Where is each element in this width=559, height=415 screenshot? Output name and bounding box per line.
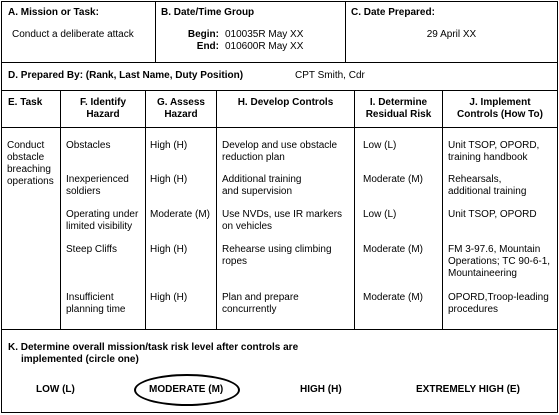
mission-value: Conduct a deliberate attack — [12, 29, 134, 40]
row-5-hazard-l2: planning time — [66, 304, 126, 315]
begin-label: Begin: — [187, 29, 219, 40]
col-divider-h-i — [354, 90, 355, 329]
row-1-controls-l2: reduction plan — [222, 152, 285, 163]
date-prepared-value: 29 April XX — [426, 29, 477, 40]
mission-label: A. Mission or Task: — [8, 7, 99, 18]
row-2-hazard-l1: Inexperienced — [66, 174, 129, 185]
column-header-implement-l1: J. Implement — [469, 97, 531, 108]
begin-value: 010035R May XX — [225, 29, 304, 40]
date-time-group-label: B. Date/Time Group — [161, 7, 255, 18]
row-3-controls-l1: Use NVDs, use IR markers — [222, 209, 343, 220]
task-line-1: Conduct — [7, 140, 45, 151]
overall-risk-label-l1: K. Determine overall mission/task risk level after controls are — [8, 342, 299, 353]
column-header-task: E. Task — [8, 97, 43, 108]
divider-table-k — [2, 329, 557, 330]
row-4-assess: High (H) — [150, 244, 188, 255]
prepared-by-label: D. Prepared By: (Rank, Last Name, Duty Position) — [8, 70, 244, 81]
row-2-controls-l2: and supervision — [222, 186, 293, 197]
overall-risk-label-l2: implemented (circle one) — [21, 354, 139, 365]
date-prepared-label: C. Date Prepared: — [351, 7, 435, 18]
row-2-hazard-l2: soldiers — [66, 186, 101, 197]
row-3-controls-l2: on vehicles — [222, 221, 273, 232]
row-1-implement-l1: Unit TSOP, OPORD, — [448, 140, 540, 151]
col-divider-f-g — [145, 90, 146, 329]
risk-option-extremely-high[interactable]: EXTREMELY HIGH (E) — [416, 384, 520, 395]
divider-top-d — [2, 62, 557, 63]
row-1-residual: Low (L) — [363, 140, 397, 151]
risk-option-moderate[interactable]: MODERATE (M) — [149, 384, 224, 395]
column-header-residual-l2: Residual Risk — [365, 109, 432, 120]
row-4-implement-l1: FM 3-97.6, Mountain — [448, 244, 541, 255]
row-2-implement-l1: Rehearsals, — [448, 174, 502, 185]
column-header-assess-l1: G. Assess — [157, 97, 205, 108]
row-4-controls-l1: Rehearse using climbing — [222, 244, 332, 255]
column-header-residual-l1: I. Determine — [369, 97, 428, 108]
task-line-4: operations — [7, 176, 54, 187]
row-3-residual: Low (L) — [363, 209, 397, 220]
row-4-implement-l3: Mountaineering — [448, 268, 517, 279]
row-5-implement-l2: procedures — [448, 304, 499, 315]
end-value: 010600R May XX — [225, 41, 304, 52]
row-4-residual: Moderate (M) — [363, 244, 424, 255]
row-1-implement-l2: training handbook — [448, 152, 528, 163]
row-2-implement-l2: additional training — [448, 186, 527, 197]
row-3-hazard-l2: limited visibility — [66, 221, 133, 232]
row-2-assess: High (H) — [150, 174, 188, 185]
column-header-controls: H. Develop Controls — [237, 97, 334, 108]
row-3-implement-l1: Unit TSOP, OPORD — [448, 209, 537, 220]
divider-d-columns — [2, 90, 557, 91]
row-2-residual: Moderate (M) — [363, 174, 424, 185]
row-3-assess: Moderate (M) — [150, 209, 211, 220]
row-5-assess: High (H) — [150, 292, 188, 303]
end-label: End: — [196, 41, 219, 52]
column-header-hazard-l1: F. Identify — [79, 97, 127, 108]
column-header-implement-l2: Controls (How To) — [457, 109, 543, 120]
row-3-hazard-l1: Operating under — [66, 209, 139, 220]
task-line-3: breaching — [7, 164, 51, 175]
column-header-hazard-l2: Hazard — [86, 109, 120, 120]
divider-header-body — [2, 127, 557, 128]
row-5-residual: Moderate (M) — [363, 292, 424, 303]
task-line-2: obstacle — [7, 152, 45, 163]
row-1-assess: High (H) — [150, 140, 188, 151]
risk-option-high[interactable]: HIGH (H) — [300, 384, 342, 395]
row-2-controls-l1: Additional training — [222, 174, 302, 185]
column-header-assess-l2: Hazard — [164, 109, 198, 120]
row-4-implement-l2: Operations; TC 90-6-1, — [448, 256, 551, 267]
row-5-implement-l1: OPORD,Troop-leading — [448, 292, 549, 303]
row-4-hazard: Steep Cliffs — [66, 244, 117, 255]
row-1-controls-l1: Develop and use obstacle — [222, 140, 338, 151]
prepared-by-value: CPT Smith, Cdr — [295, 70, 365, 81]
row-5-hazard-l1: Insufficient — [66, 292, 114, 303]
divider-a-b — [155, 2, 156, 62]
row-1-hazard: Obstacles — [66, 140, 111, 151]
risk-option-low[interactable]: LOW (L) — [36, 384, 75, 395]
col-divider-e-f — [60, 90, 61, 329]
row-4-controls-l2: ropes — [222, 256, 248, 267]
row-5-controls-l1: Plan and prepare — [222, 292, 299, 303]
col-divider-g-h — [216, 90, 217, 329]
col-divider-i-j — [442, 90, 443, 329]
risk-assessment-worksheet — [1, 1, 558, 413]
row-5-controls-l2: concurrently — [222, 304, 277, 315]
